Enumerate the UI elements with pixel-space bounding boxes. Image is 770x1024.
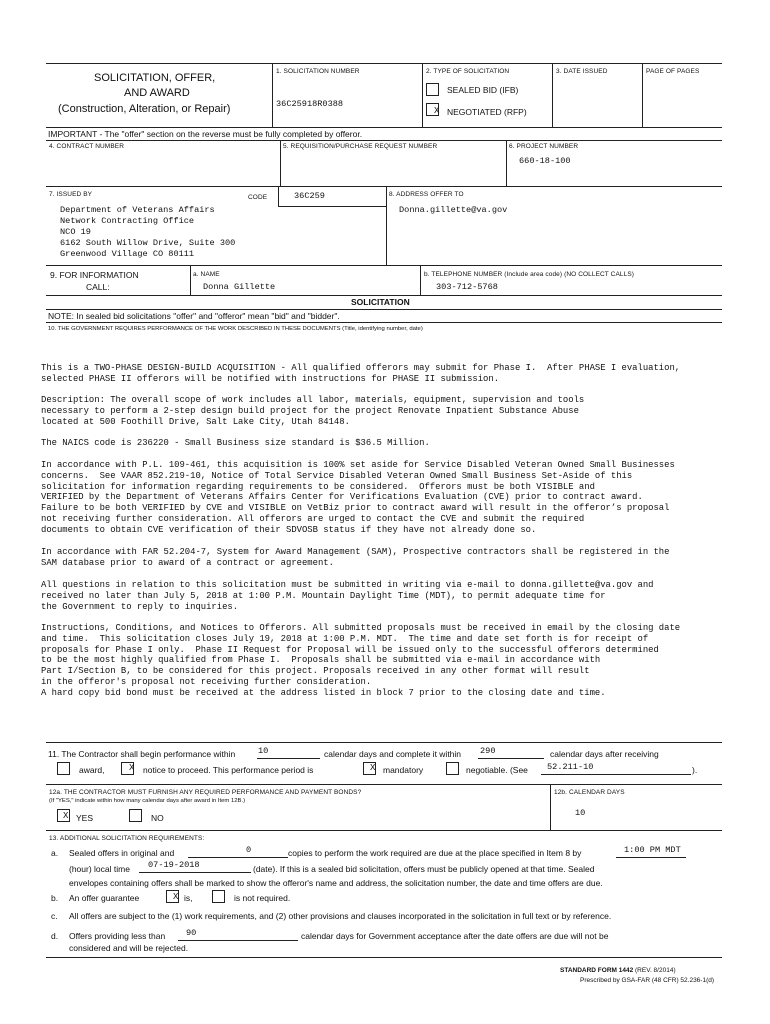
item-11-text-c: calendar days after receiving xyxy=(550,749,659,759)
notice-to-proceed-mark: X xyxy=(129,763,135,773)
form-name: STANDARD FORM 1442 xyxy=(560,967,634,974)
body-paragraph-3: The NAICS code is 236220 - Small Business size standard is $36.5 Million. xyxy=(41,438,430,448)
item-13d-text1: Offers providing less than xyxy=(69,931,166,941)
issued-by-line-4: 6162 South Willow Drive, Suite 300 xyxy=(60,238,236,248)
award-label: award, xyxy=(79,765,105,775)
requisition-label: 5. REQUISITION/PURCHASE REQUEST NUMBER xyxy=(283,143,438,150)
copies-value[interactable]: 0 xyxy=(246,845,252,855)
item-11-text-a: 11. The Contractor shall begin performance within xyxy=(48,749,236,759)
calendar-days-value[interactable]: 10 xyxy=(575,808,586,818)
item-11-text-b: calendar days and complete it within xyxy=(324,749,462,759)
project-number-label: 6. PROJECT NUMBER xyxy=(509,143,579,150)
due-date-value[interactable]: 07-19-2018 xyxy=(148,860,200,870)
complete-days-value[interactable]: 290 xyxy=(480,746,496,756)
mandatory-mark: X xyxy=(370,763,376,773)
acceptance-days-underline xyxy=(178,940,298,941)
bonds-no-label: NO xyxy=(151,813,164,823)
issued-by-line-2: Network Contracting Office xyxy=(60,216,195,226)
item-13c-prefix: c. xyxy=(51,911,58,921)
body-paragraph-4: In accordance with P.L. 109-461, this acquisition is 100% set aside for Service Disabled Veteran Owned Small Businesses concerns. See VAAR 852.219-10, Notice of Total Service Disabled Veteran Owned Small Business Set-Aside of this solicitation for information regarding requirements to be considered. Offerors must be both VISIBLE and VERIFIED by the Department of Veterans Affairs Center for Verifications Evaluation (CVE) prior to contract award. Failure to be both VERIFIED by CVE and VISIBLE on VetBiz prior to contract award will result in the offeror’s proposal not receiving further consideration. All offerors are urged to contact the CVE and submit the required documents to obtain CVE verification of their SDVOSB status if they have not already done so. xyxy=(41,460,675,535)
item-13d-text2: calendar days for Government acceptance after the date offers are due will not be xyxy=(301,931,609,941)
contract-number-label: 4. CONTRACT NUMBER xyxy=(49,143,124,150)
item-13c-text: All offers are subject to the (1) work requirements, and (2) other provisions and clauses incorporated in the solicitation in full text or by reference. xyxy=(69,911,612,921)
see-clause-close: ). xyxy=(692,765,698,775)
copies-underline xyxy=(188,857,288,858)
item-13a-text3: (hour) local time xyxy=(69,864,130,874)
body-paragraph-6: All questions in relation to this solicitation must be submitted in writing via e-mail to donna.gillette@va.gov and received no later than July 5, 2018 at 1:00 P.M. Mountain Daylight Time (MDT), to permit adequate time for the Government to reply to inquiries. xyxy=(41,580,654,612)
prescribed-by: Prescribed by GSA-FAR (48 CFR) 52.236-1(d) xyxy=(580,977,715,984)
form-revision: (REV. 8/2014) xyxy=(635,967,676,974)
item-13a-text4: (date). If this is a sealed bid solicitation, offers must be publicly opened at that time. Sealed xyxy=(253,864,595,874)
negotiable-label: negotiable. (See xyxy=(466,765,528,775)
award-checkbox[interactable] xyxy=(57,762,70,775)
mandatory-label: mandatory xyxy=(383,765,424,775)
acceptance-days-value[interactable]: 90 xyxy=(186,928,197,938)
due-time-value[interactable]: 1:00 PM MDT xyxy=(624,845,681,855)
complete-days-underline xyxy=(478,758,544,759)
negotiated-label: NEGOTIATED (RFP) xyxy=(447,107,527,117)
solicitation-heading: SOLICITATION xyxy=(351,297,410,307)
guarantee-is-label: is, xyxy=(184,893,193,903)
issued-by-line-5: Greenwood Village CO 80111 xyxy=(60,249,195,259)
solicitation-number-value[interactable]: 36C25918R0388 xyxy=(276,99,344,109)
item-13a-prefix: a. xyxy=(51,848,59,858)
code-label: CODE xyxy=(248,194,268,201)
item-13-label: 13. ADDITIONAL SOLICITATION REQUIREMENTS: xyxy=(49,835,205,842)
item-12b-label: 12b. CALENDAR DAYS xyxy=(554,789,625,796)
bonds-yes-label: YES xyxy=(76,813,94,823)
body-paragraph-1: This is a TWO-PHASE DESIGN-BUILD ACQUISITION - All qualified offerors may submit for Phase I. After PHASE I evaluation, selected PHASE II offerors will be notified with instructions for PHASE II submission. xyxy=(41,363,681,384)
telephone-label: b. TELEPHONE NUMBER (Include area code) (NO COLLECT CALLS) xyxy=(424,271,635,278)
item-13a-text1: Sealed offers in original and xyxy=(69,848,175,858)
begin-days-value[interactable]: 10 xyxy=(258,746,269,756)
negotiated-check-mark: X xyxy=(434,106,440,116)
body-paragraph-7: Instructions, Conditions, and Notices to Offerors. All submitted proposals must be received in email by the closing date and time. This solicitation closes July 19, 2018 at 1:00 P.M. MDT. The time and date set forth is for receipt of proposals for Phase I only. Phase II Request for Proposal will be issued only to the successful offerors determined to be the most highly qualified from Phase I. Proposals shall be submitted via e-mail in accordance with Part I/Section B, to be considered for this project. Proposals received in any other format will result in the offeror's proposal not receiving further consideration. A hard copy bid bond must be received at the address listed in block 7 prior to the closing date and time. xyxy=(41,623,681,698)
item-13d-prefix: d. xyxy=(51,931,59,941)
type-of-solicitation-label: 2. TYPE OF SOLICITATION xyxy=(426,68,510,75)
guarantee-not-required-label: is not required. xyxy=(234,893,291,903)
bonds-no-checkbox[interactable] xyxy=(129,809,142,822)
address-offer-value[interactable]: Donna.gillette@va.gov xyxy=(399,205,508,215)
body-paragraph-2: Description: The overall scope of work includes all labor, materials, equipment, supervision and tools necessary to perform a 2-step design build project for the project Renovate Inpatient Substance Abuse located at 500 Foothill Drive, Salt Lake City, Utah 84148. xyxy=(41,395,585,427)
code-value[interactable]: 36C259 xyxy=(294,191,325,201)
bonds-yes-mark: X xyxy=(63,811,69,821)
issued-by-line-1: Department of Veterans Affairs xyxy=(60,205,215,215)
issued-by-line-3: NCO 19 xyxy=(60,227,91,237)
negotiable-checkbox[interactable] xyxy=(446,762,459,775)
notice-to-proceed-label: notice to proceed. This performance period is xyxy=(143,765,314,775)
guarantee-is-mark: X xyxy=(173,892,179,902)
date-issued-label: 3. DATE ISSUED xyxy=(556,68,608,75)
form-title-line3: (Construction, Alteration, or Repair) xyxy=(58,103,231,115)
due-date-underline xyxy=(139,872,251,873)
form-footer xyxy=(560,967,676,974)
item-13d-text3: considered and will be rejected. xyxy=(69,943,189,953)
sealed-bid-checkbox[interactable] xyxy=(426,83,439,96)
sealed-bid-label: SEALED BID (IFB) xyxy=(447,85,519,95)
project-number-value[interactable]: 660-18-100 xyxy=(519,156,571,166)
guarantee-not-required-checkbox[interactable] xyxy=(212,890,225,903)
item-13a-text5: envelopes containing offers shall be marked to show the offeror's name and address, the solicitation number, the date and time offers are due. xyxy=(69,878,603,888)
see-clause-value[interactable]: 52.211-10 xyxy=(547,762,594,772)
important-note: IMPORTANT - The "offer" section on the reverse must be fully completed by offeror. xyxy=(48,129,363,139)
item-10-label: 10. THE GOVERNMENT REQUIRES PERFORMANCE OF THE WORK DESCRIBED IN THESE DOCUMENTS (Title, identifying number, date) xyxy=(48,326,423,332)
item-13b-text1: An offer guarantee xyxy=(69,893,140,903)
name-label: a. NAME xyxy=(193,271,220,278)
body-paragraph-5: In accordance with FAR 52.204-7, System for Award Management (SAM), Prospective contractors shall be registered in the SAM database prior to award of a contract or agreement. xyxy=(41,547,670,568)
form-title-line2: AND AWARD xyxy=(124,87,190,99)
page-of-pages-label: PAGE OF PAGES xyxy=(646,68,700,75)
address-offer-label: 8. ADDRESS OFFER TO xyxy=(389,191,464,198)
see-clause-underline xyxy=(541,774,691,775)
call-label: CALL: xyxy=(86,282,110,292)
item-13a-text2: copies to perform the work required are due at the place specified in Item 8 by xyxy=(288,848,582,858)
sealed-bid-note: NOTE: In sealed bid solicitations "offer" and "offeror" mean "bid" and "bidder". xyxy=(48,311,340,321)
begin-days-underline xyxy=(257,758,320,759)
item-13b-prefix: b. xyxy=(51,893,59,903)
solicitation-number-label: 1. SOLICITATION NUMBER xyxy=(276,68,360,75)
item-12a-label: 12a. THE CONTRACTOR MUST FURNISH ANY REQUIRED PERFORMANCE AND PAYMENT BONDS? xyxy=(49,789,362,796)
name-value[interactable]: Donna Gillette xyxy=(203,282,276,292)
item-12a-sublabel: (If "YES," indicate within how many calendar days after award in Item 12B.) xyxy=(49,798,246,804)
telephone-value[interactable]: 303-712-5768 xyxy=(436,282,498,292)
for-information-label: 9. FOR INFORMATION xyxy=(50,270,139,280)
due-time-underline xyxy=(616,857,686,858)
issued-by-label: 7. ISSUED BY xyxy=(49,191,93,198)
form-title-line1: SOLICITATION, OFFER, xyxy=(94,72,216,84)
